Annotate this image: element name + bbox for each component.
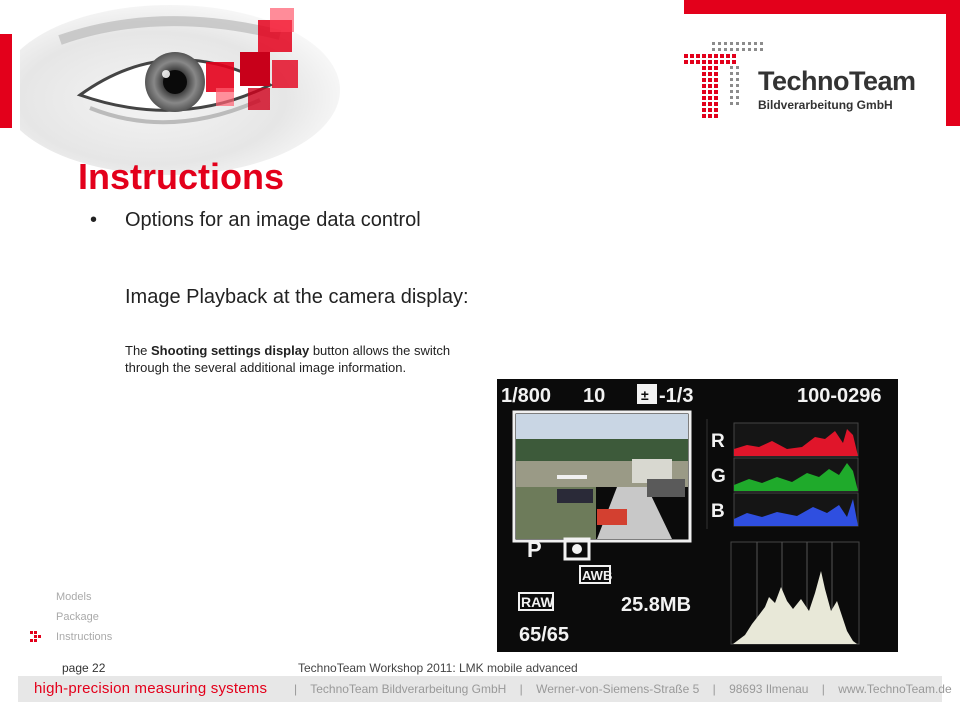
- description-pre: The: [125, 343, 152, 358]
- exposure-compensation: -1/3: [659, 385, 694, 407]
- svg-text:±: ±: [641, 387, 649, 403]
- aperture-value: 10: [583, 385, 606, 407]
- nav-item-instructions[interactable]: Instructions: [56, 631, 113, 643]
- description-highlight: Shooting settings display: [151, 343, 310, 358]
- shot-count: 65/65: [519, 624, 570, 646]
- page-title: Instructions: [78, 156, 285, 197]
- right-accent-bar: [946, 14, 960, 126]
- sub-heading: Image Playback at the camera display:: [125, 286, 469, 308]
- logo-name: TechnoTeam: [758, 66, 916, 96]
- footer-bar: [18, 676, 952, 702]
- nav-item-package[interactable]: Package: [56, 611, 99, 623]
- shooting-mode: P: [527, 537, 542, 562]
- page-number: page 22: [62, 661, 106, 675]
- nav-item-models[interactable]: Models: [56, 591, 92, 603]
- description-text: [125, 342, 485, 376]
- g-channel-label: G: [711, 466, 726, 487]
- white-balance: AWB: [582, 568, 613, 583]
- footer-brand: high-precision measuring systems: [34, 680, 268, 697]
- bullet-text: Options for an image data control: [125, 209, 421, 231]
- shutter-speed: 1/800: [501, 385, 552, 407]
- nav-active-marker-icon: [30, 631, 46, 643]
- top-accent-bar: [684, 0, 960, 14]
- photo-thumbnail: [514, 412, 690, 541]
- luminance-histogram: [731, 542, 859, 644]
- b-channel-label: B: [711, 501, 725, 522]
- file-number: 100-0296: [797, 385, 882, 407]
- description-post: button allows the switch through the several additional image information.: [125, 343, 451, 375]
- left-accent-bar: [0, 34, 12, 128]
- file-size: 25.8MB: [621, 594, 692, 616]
- logo-subtitle: Bildverarbeitung GmbH: [758, 98, 893, 112]
- footer-company-info: | TechnoTeam Bildverarbeitung GmbH | Werner-von-Siemens-Straße 5 | 98693 Ilmenau | www.TechnoTeam.de: [294, 682, 952, 696]
- eye-cubes-graphic: [20, 0, 360, 180]
- r-channel-label: R: [711, 431, 725, 452]
- workshop-title: TechnoTeam Workshop 2011: LMK mobile advanced: [298, 661, 578, 675]
- bullet-marker: •: [90, 209, 98, 231]
- image-format: RAW: [521, 594, 554, 610]
- camera-display-image: [497, 379, 898, 652]
